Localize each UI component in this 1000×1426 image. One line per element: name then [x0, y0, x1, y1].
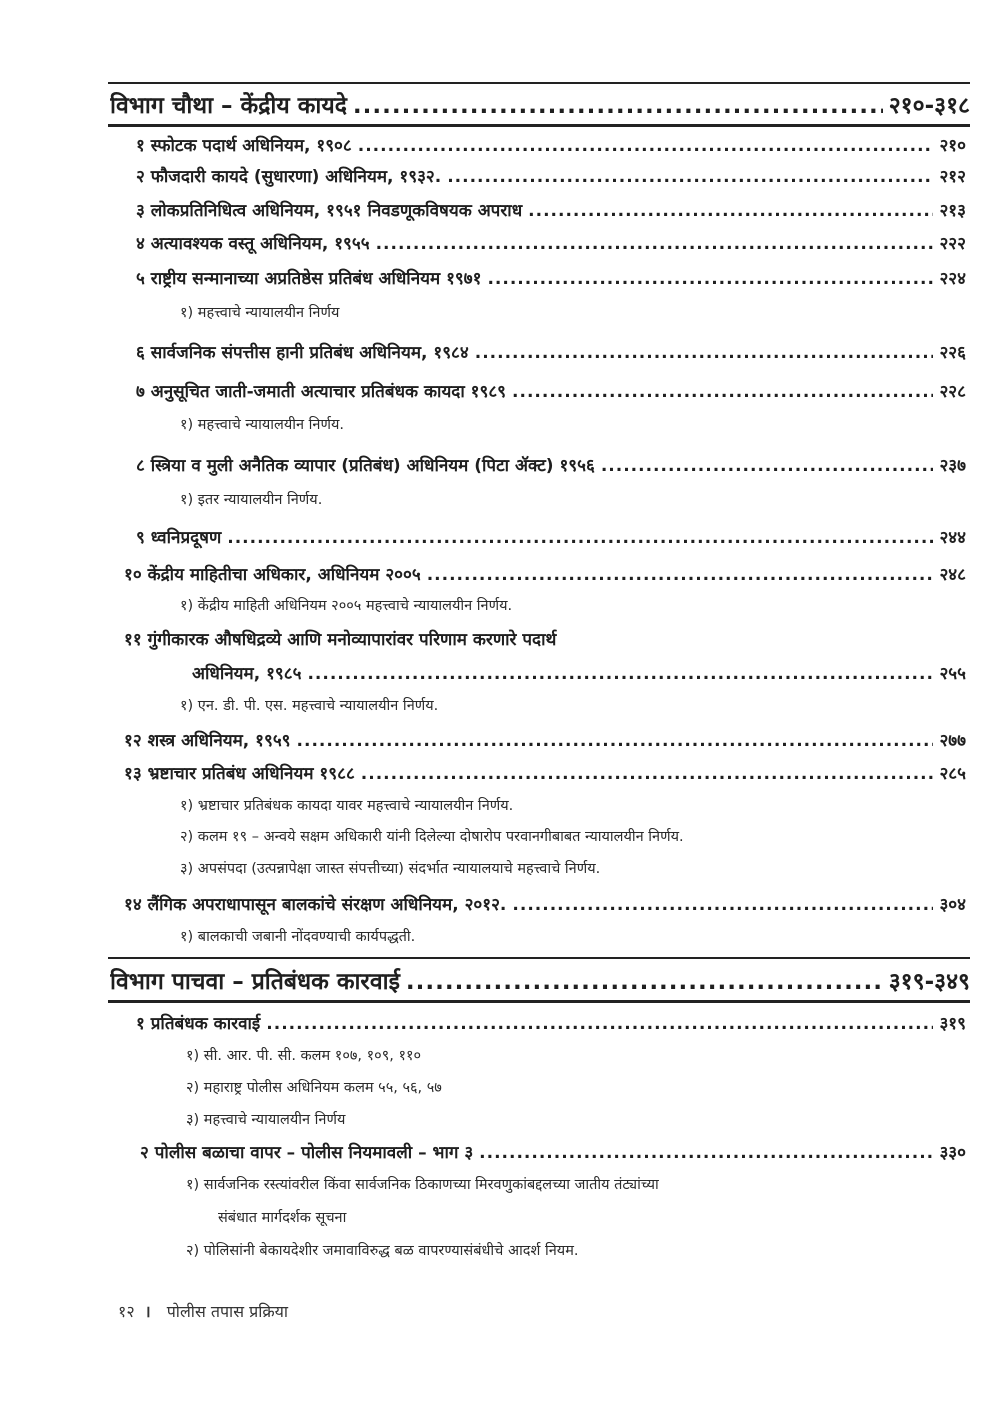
toc-subentry: १) एन. डी. पी. एस. महत्त्वाचे न्यायालयीन निर्णय. — [180, 698, 439, 714]
toc-entry-2: २ फौजदारी कायदे (सुधारणा) अधिनियम, १९३२. ..... २१२ — [136, 164, 966, 190]
toc-subentry: ३) महत्त्वाचे न्यायालयीन निर्णय — [186, 1112, 346, 1128]
section5-pages: ३१९-३४९ — [888, 969, 970, 995]
toc-subentry: १) सार्वजनिक रस्त्यांवरील किंवा सार्वजनिक ठिकाणच्या मिरवणुकांबद्दलच्या जातीय तंट्यांच्या — [186, 1177, 659, 1193]
separator-mark: । — [144, 1302, 151, 1321]
toc-entry-11: ११ गुंगीकारक औषधिद्रव्ये आणि मनोव्यापारांवर परिणाम करणारे पदार्थ — [124, 630, 557, 650]
toc-entry-1: १ स्फोटक पदार्थ अधिनियम, १९०८ ..... २१० — [136, 133, 966, 159]
toc-entry-s5-1: १ प्रतिबंधक कारवाई ..... ३१९ — [136, 1011, 966, 1037]
section5-title: विभाग पाचवा – प्रतिबंधक कारवाई — [110, 969, 400, 995]
section4-top-rule — [108, 82, 970, 84]
toc-subentry: १) इतर न्यायालयीन निर्णय. — [180, 492, 323, 508]
toc-entry-13: १३ भ्रष्टाचार प्रतिबंध अधिनियम १९८८ ..... २८५ — [124, 761, 966, 787]
section4-pages: २१०-३१८ — [888, 93, 970, 119]
leader-dots — [406, 969, 883, 995]
section4-heading — [110, 88, 970, 120]
page-footer — [118, 1300, 288, 1322]
toc-entry-12: १२ शस्त्र अधिनियम, १९५९ ..... २७७ — [124, 728, 966, 754]
section4-title: विभाग चौथा – केंद्रीय कायदे — [110, 93, 347, 119]
toc-entry-11-cont: अधिनियम, १९८५ ..... २५५ — [192, 661, 966, 687]
section5-bottom-rule — [108, 1000, 970, 1003]
toc-subentry: १) केंद्रीय माहिती अधिनियम २००५ महत्त्वाचे न्यायालयीन निर्णय. — [180, 598, 513, 614]
toc-entry-10: १० केंद्रीय माहितीचा अधिकार, अधिनियम २००५ ..... २४८ — [124, 562, 966, 588]
toc-entry-5: ५ राष्ट्रीय सन्मानाच्या अप्रतिष्ठेस प्रतिबंध अधिनियम १९७१ ..... २२४ — [136, 266, 966, 292]
section5-heading — [110, 964, 970, 996]
toc-entry-s5-2: २ पोलीस बळाचा वापर – पोलीस नियमावली – भाग ३ ..... ३३० — [140, 1140, 966, 1166]
leader-dots — [353, 93, 883, 119]
toc-entry-4: ४ अत्यावश्यक वस्तू अधिनियम, १९५५ ..... २२२ — [136, 231, 966, 257]
toc-subentry: संबंधात मार्गदर्शक सूचना — [218, 1210, 347, 1226]
toc-subentry: १) महत्त्वाचे न्यायालयीन निर्णय — [180, 305, 340, 321]
toc-subentry: ३) अपसंपदा (उत्पन्नापेक्षा जास्त संपत्तीच्या) संदर्भात न्यायालयाचे महत्त्वाचे निर्णय. — [180, 861, 601, 877]
book-title: पोलीस तपास प्रक्रिया — [166, 1302, 289, 1321]
toc-subentry: २) कलम १९ – अन्वये सक्षम अधिकारी यांनी दिलेल्या दोषारोप परवानगीबाबत न्यायालयीन निर्णय. — [180, 829, 684, 845]
toc-subentry: १) भ्रष्टाचार प्रतिबंधक कायदा यावर महत्त्वाचे न्यायालयीन निर्णय. — [180, 798, 514, 814]
page-number: १२ — [118, 1302, 135, 1321]
section4-bottom-rule — [108, 124, 970, 127]
toc-subentry: १) महत्त्वाचे न्यायालयीन निर्णय. — [180, 417, 344, 433]
toc-subentry: २) महाराष्ट्र पोलीस अधिनियम कलम ५५, ५६, ५७ — [186, 1080, 442, 1096]
toc-subentry: १) सी. आर. पी. सी. कलम १०७, १०९, ११० — [186, 1048, 422, 1064]
toc-entry-9: ९ ध्वनिप्रदूषण ..... २४४ — [136, 525, 966, 551]
toc-entry-3: ३ लोकप्रतिनिधित्व अधिनियम, १९५१ निवडणूकविषयक अपराध ..... २१३ — [136, 198, 966, 224]
toc-entry-6: ६ सार्वजनिक संपत्तीस हानी प्रतिबंध अधिनियम, १९८४ ..... २२६ — [136, 340, 966, 366]
toc-entry-8: ८ स्त्रिया व मुली अनैतिक व्यापार (प्रतिबंध) अधिनियम (पिटा ॲक्ट) १९५६ ..... २३७ — [136, 453, 966, 479]
toc-entry-7: ७ अनुसूचित जाती-जमाती अत्याचार प्रतिबंधक कायदा १९८९ ..... २२८ — [136, 379, 966, 405]
toc-entry-14: १४ लैंगिक अपराधापासून बालकांचे संरक्षण अधिनियम, २०१२. ..... ३०४ — [124, 892, 966, 918]
section5-top-rule — [108, 957, 970, 959]
toc-subentry: १) बालकाची जबानी नोंदवण्याची कार्यपद्धती. — [180, 929, 416, 945]
toc-subentry: २) पोलिसांनी बेकायदेशीर जमावाविरुद्ध बळ वापरण्यासंबंधीचे आदर्श नियम. — [186, 1243, 579, 1259]
